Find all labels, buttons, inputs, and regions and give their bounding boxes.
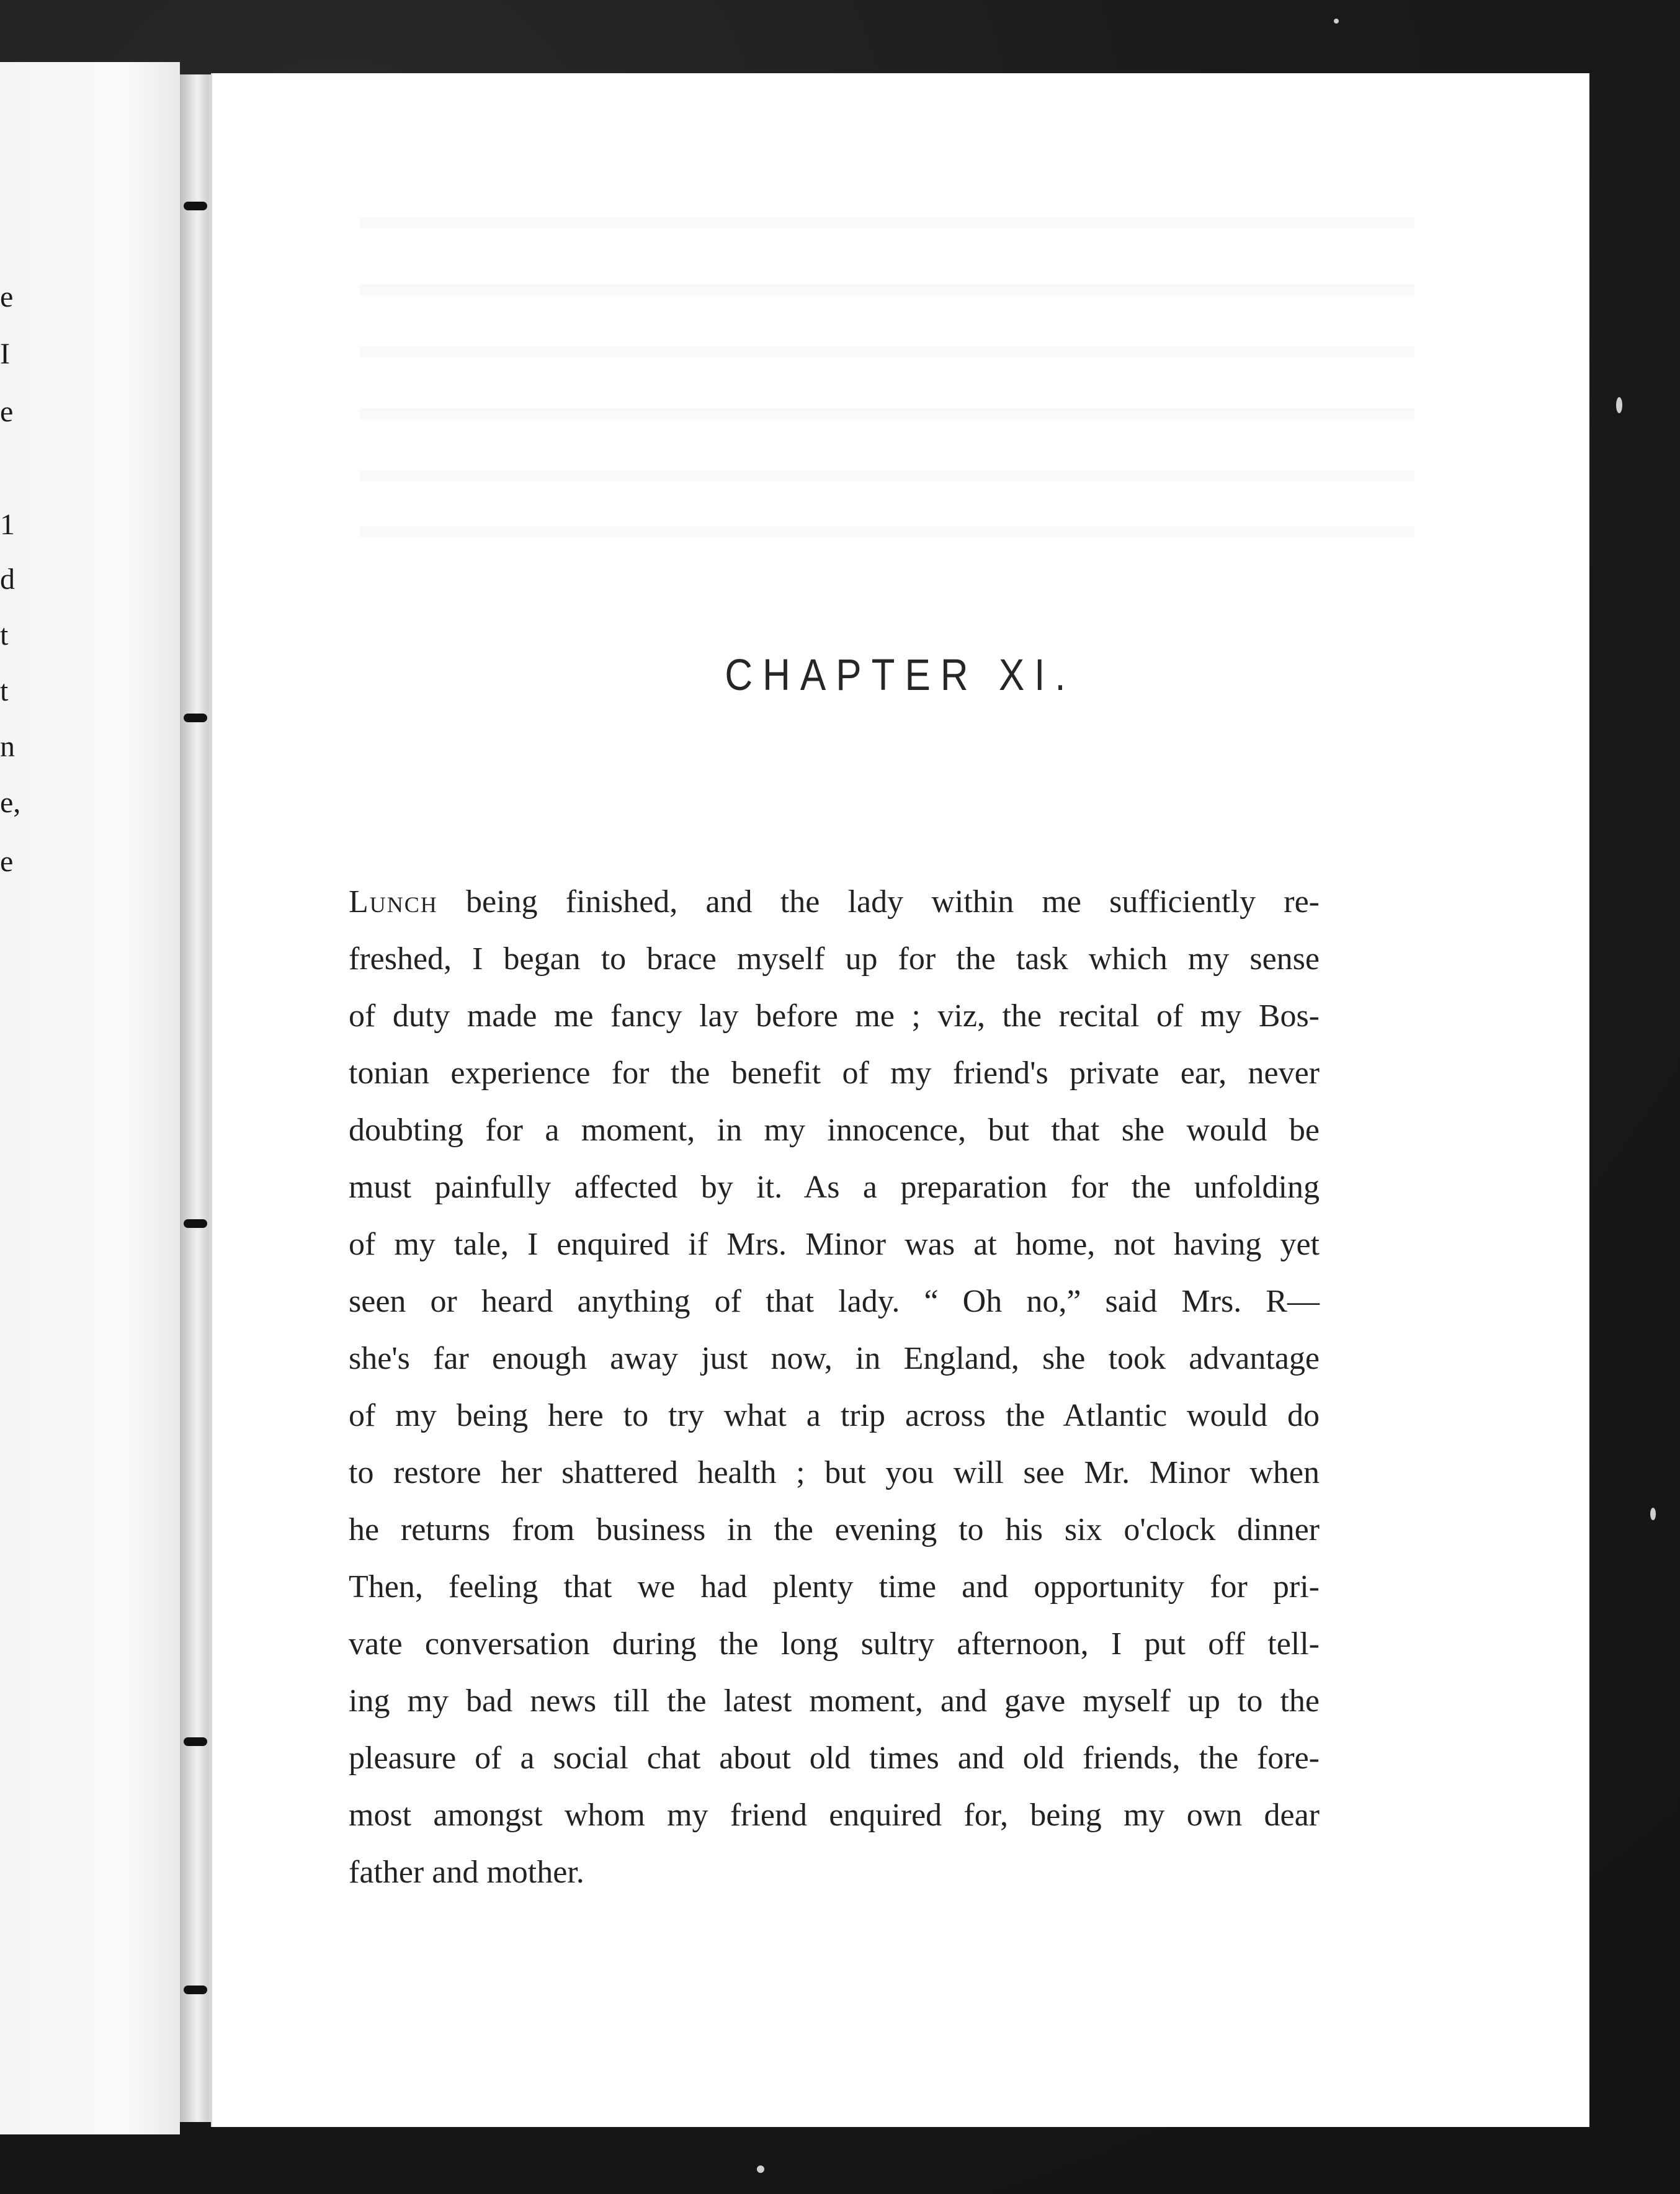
lead-word: Lunch [349,884,438,920]
bleed-through-text [360,408,1414,419]
text-line: father and mother. [349,1855,584,1890]
text-line: tonian experience for the benefit of my friend's private ear, never [349,1055,1320,1091]
text-line: to restore her shattered health ; but you will see Mr. Minor when [349,1455,1320,1490]
binding-stitch [184,1219,207,1228]
bleed-through-text [360,217,1414,228]
text-line: seen or heard anything of that lady. “ Oh no,” said Mrs. R— [349,1284,1320,1319]
facing-page-fragment: t [0,674,9,707]
binding-stitch [184,202,207,210]
text-line: of duty made me fancy lay before me ; viz, the recital of my Bos- [349,998,1320,1034]
bleed-through-text [360,526,1414,537]
binding-stitch [184,1986,207,1994]
text-line: of my being here to try what a trip across the Atlantic would do [349,1398,1320,1433]
text-line: she's far enough away just now, in England, she took advantage [349,1341,1320,1376]
facing-page-fragment: e [0,395,14,428]
bleed-through-text [360,346,1414,357]
facing-page-fragment: t [0,619,9,651]
text-line: Then, feeling that we had plenty time and opportunity for pri- [349,1569,1320,1605]
dust-speck [1334,19,1339,24]
facing-page-fragment: n [0,730,15,763]
text-line: doubting for a moment, in my innocence, but that she would be [349,1113,1320,1148]
bleed-through-text [360,284,1414,295]
facing-page-fragment: I [0,338,10,370]
text-line: ing my bad news till the latest moment, and gave myself up to the [349,1683,1320,1719]
facing-page-edge [0,62,180,2134]
text-line-content: being finished, and the lady within me sufficiently re- [437,884,1320,920]
facing-page-fragment: e [0,280,14,313]
text-line: must painfully affected by it. As a preparation for the unfolding [349,1170,1320,1205]
facing-page-fragment: 1 [0,508,15,541]
text-line: freshed, I began to brace myself up for the task which my sense [349,941,1320,977]
chapter-body-text [349,874,1320,1901]
facing-page-fragment: e, [0,786,21,819]
text-line: of my tale, I enquired if Mrs. Minor was at home, not having yet [349,1227,1320,1262]
chapter-heading: CHAPTER XI. [725,650,1076,701]
book-page [211,73,1589,2127]
bleed-through-text [360,470,1414,481]
dust-speck [1650,1508,1656,1520]
text-line: he returns from business in the evening to his six o'clock dinner [349,1512,1320,1547]
facing-page-fragment: d [0,563,15,596]
binding-stitch [184,714,207,722]
binding-stitch [184,1737,207,1746]
text-line: most amongst whom my friend enquired for, being my own dear [349,1798,1320,1833]
text-line [349,874,1320,931]
dust-speck [757,2165,764,2173]
dust-speck [1616,397,1622,413]
facing-page-fragment: e [0,845,14,878]
text-line: pleasure of a social chat about old times and old friends, the fore- [349,1740,1320,1776]
text-line: vate conversation during the long sultry afternoon, I put off tell- [349,1626,1320,1662]
